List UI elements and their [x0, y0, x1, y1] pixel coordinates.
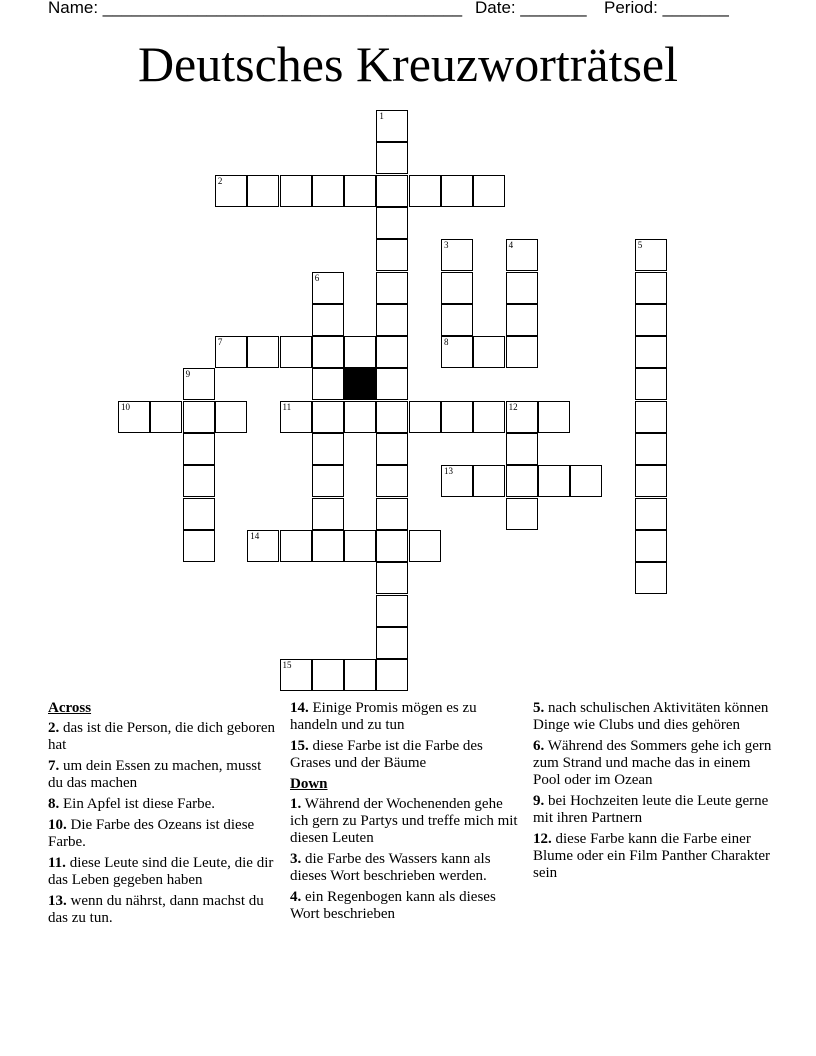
grid-cell[interactable]: [376, 110, 408, 142]
grid-cell[interactable]: [312, 175, 344, 207]
grid-cell[interactable]: [635, 433, 667, 465]
grid-cell[interactable]: [538, 465, 570, 497]
down-heading: Down: [290, 776, 328, 792]
grid-cell[interactable]: [344, 401, 376, 433]
page-title: Deutsches Kreuzworträtsel: [137, 36, 679, 92]
clue-number: 10: [121, 401, 130, 412]
grid-cell[interactable]: [635, 498, 667, 530]
grid-cell[interactable]: [506, 498, 538, 530]
clue-down-3: 3. die Farbe des Wassers kann als dieses Wort beschrieben werden.: [290, 851, 491, 884]
grid-cell[interactable]: [473, 465, 505, 497]
grid-cell[interactable]: [376, 175, 408, 207]
grid-cell[interactable]: [635, 530, 667, 562]
grid-cell[interactable]: [376, 304, 408, 336]
grid-cell[interactable]: [409, 175, 441, 207]
clue-number: 15: [282, 660, 292, 671]
grid-cell[interactable]: [344, 659, 376, 691]
grid-cell[interactable]: [312, 304, 344, 336]
grid-cell[interactable]: [376, 142, 408, 174]
blocked-cell: [344, 368, 376, 400]
clue-number: 7: [217, 337, 223, 348]
clue-down-4: 4. ein Regenbogen kann als dieses Wort beschrieben: [290, 889, 496, 922]
grid-cell[interactable]: [215, 336, 247, 368]
grid-cell[interactable]: [312, 401, 344, 433]
grid-cell[interactable]: [441, 239, 473, 271]
grid-cell[interactable]: [376, 659, 408, 691]
grid-cell[interactable]: [441, 465, 473, 497]
grid-cell[interactable]: [538, 401, 570, 433]
grid-cell[interactable]: [183, 368, 215, 400]
period-field[interactable]: Period: _______: [604, 0, 729, 17]
clue-number: 5: [637, 240, 643, 251]
clue-number: 3: [444, 240, 449, 251]
clue-number: 6: [314, 272, 320, 283]
clue-across-8: 8. Ein Apfel ist diese Farbe.: [48, 796, 216, 812]
grid-cell[interactable]: [215, 401, 247, 433]
grid-cell[interactable]: [344, 530, 376, 562]
clue-across-15: 15. diese Farbe ist die Farbe des Grases und der Bäume: [290, 738, 483, 771]
grid-cell[interactable]: [376, 368, 408, 400]
grid-cell[interactable]: [280, 530, 312, 562]
grid-cell[interactable]: [506, 401, 538, 433]
clues-column-1: [48, 700, 280, 931]
grid-cell[interactable]: [376, 498, 408, 530]
grid-cell[interactable]: [247, 530, 279, 562]
grid-cell[interactable]: [409, 530, 441, 562]
grid-cell[interactable]: [635, 401, 667, 433]
grid-cell[interactable]: [183, 498, 215, 530]
grid-cell[interactable]: [409, 401, 441, 433]
clue-across-10: 10. Die Farbe des Ozeans ist diese Farbe.: [48, 817, 255, 850]
grid-cell[interactable]: [183, 401, 215, 433]
clues-column-2: [290, 700, 518, 927]
grid-cell[interactable]: [376, 336, 408, 368]
grid-cell[interactable]: [183, 530, 215, 562]
grid-cell[interactable]: [635, 304, 667, 336]
grid-cell[interactable]: [344, 336, 376, 368]
clue-down-12: 12. diese Farbe kann die Farbe einer Blume oder ein Film Panther Charakter sein: [533, 831, 771, 881]
clue-number: 4: [508, 240, 514, 251]
grid-cell[interactable]: [312, 433, 344, 465]
grid-cell[interactable]: [312, 659, 344, 691]
grid-cell[interactable]: [183, 465, 215, 497]
clue-number: 9: [185, 369, 191, 380]
grid-cell[interactable]: [247, 336, 279, 368]
grid-cell[interactable]: [506, 304, 538, 336]
clue-across-7: 7. um dein Essen zu machen, musst du das machen: [48, 758, 262, 791]
grid-cell[interactable]: [215, 175, 247, 207]
clue-number: 2: [217, 175, 223, 186]
grid-cell[interactable]: [635, 562, 667, 594]
grid-cell[interactable]: [635, 239, 667, 271]
grid-cell[interactable]: [376, 530, 408, 562]
clue-number: 12: [508, 401, 518, 412]
grid-cell[interactable]: [280, 401, 312, 433]
clue-down-9: 9. bei Hochzeiten leute die Leute gerne mit ihren Partnern: [533, 793, 769, 826]
grid-cell[interactable]: [312, 530, 344, 562]
clues-column-3: [533, 700, 773, 886]
grid-cell[interactable]: [376, 272, 408, 304]
grid-cell[interactable]: [506, 465, 538, 497]
grid-cell[interactable]: [441, 401, 473, 433]
across-heading: Across: [48, 700, 92, 716]
grid-cell[interactable]: [506, 433, 538, 465]
grid-cell[interactable]: [118, 401, 150, 433]
grid-cell[interactable]: [183, 433, 215, 465]
clue-number: 8: [444, 337, 449, 348]
clue-down-5: 5. nach schulischen Aktivitäten können Dinge wie Clubs und dies gehören: [533, 700, 769, 733]
grid-cell[interactable]: [376, 627, 408, 659]
grid-cell[interactable]: [376, 562, 408, 594]
grid-cell[interactable]: [635, 368, 667, 400]
grid-cell[interactable]: [376, 207, 408, 239]
grid-cell[interactable]: [635, 272, 667, 304]
grid-cell[interactable]: [312, 368, 344, 400]
grid-cell[interactable]: [280, 336, 312, 368]
grid-cell[interactable]: [376, 401, 408, 433]
clue-across-14: 14. Einige Promis mögen es zu handeln und zu tun: [290, 700, 477, 733]
clue-across-2: 2. das ist die Person, die dich geboren hat: [48, 720, 276, 753]
grid-cell[interactable]: [312, 465, 344, 497]
grid-cell[interactable]: [506, 272, 538, 304]
clue-number: 11: [282, 401, 292, 412]
grid-cell[interactable]: [441, 175, 473, 207]
grid-cell[interactable]: [312, 336, 344, 368]
grid-cell[interactable]: [441, 336, 473, 368]
name-field[interactable]: Name: ______________________________________: [48, 0, 463, 17]
grid-cell[interactable]: [344, 175, 376, 207]
clue-down-1: 1. Während der Wochenenden gehe ich gern zu Partys und treffe mich mit diesen Leuten: [290, 796, 518, 846]
grid-cell[interactable]: [376, 433, 408, 465]
grid-cell[interactable]: [312, 272, 344, 304]
grid-cell[interactable]: [376, 595, 408, 627]
grid-cell[interactable]: [506, 336, 538, 368]
clue-number: 13: [444, 466, 453, 477]
clue-across-13: 13. wenn du nährst, dann machst du das zu tun.: [48, 893, 264, 926]
grid-cell[interactable]: [473, 401, 505, 433]
grid-cell[interactable]: [376, 465, 408, 497]
grid-cell[interactable]: [473, 336, 505, 368]
grid-cell[interactable]: [312, 498, 344, 530]
grid-cell[interactable]: [150, 401, 182, 433]
grid-cell[interactable]: [247, 175, 279, 207]
clue-number: 1: [379, 111, 384, 121]
clue-down-6: 6. Während des Sommers gehe ich gern zum Strand und mache das in einem Pool oder im Ozean: [533, 738, 772, 788]
clue-across-11: 11. diese Leute sind die Leute, die dir das Leben gegeben haben: [48, 855, 274, 888]
grid-cell[interactable]: [635, 465, 667, 497]
grid-cell[interactable]: [441, 304, 473, 336]
grid-cell[interactable]: [280, 659, 312, 691]
clue-number: 14: [250, 530, 260, 541]
grid-cell[interactable]: [570, 465, 602, 497]
grid-cell[interactable]: [376, 239, 408, 271]
grid-cell[interactable]: [280, 175, 312, 207]
grid-cell[interactable]: [441, 272, 473, 304]
grid-cell[interactable]: [473, 175, 505, 207]
grid-cell[interactable]: [506, 239, 538, 271]
date-field[interactable]: Date: _______: [475, 0, 587, 17]
grid-cell[interactable]: [635, 336, 667, 368]
